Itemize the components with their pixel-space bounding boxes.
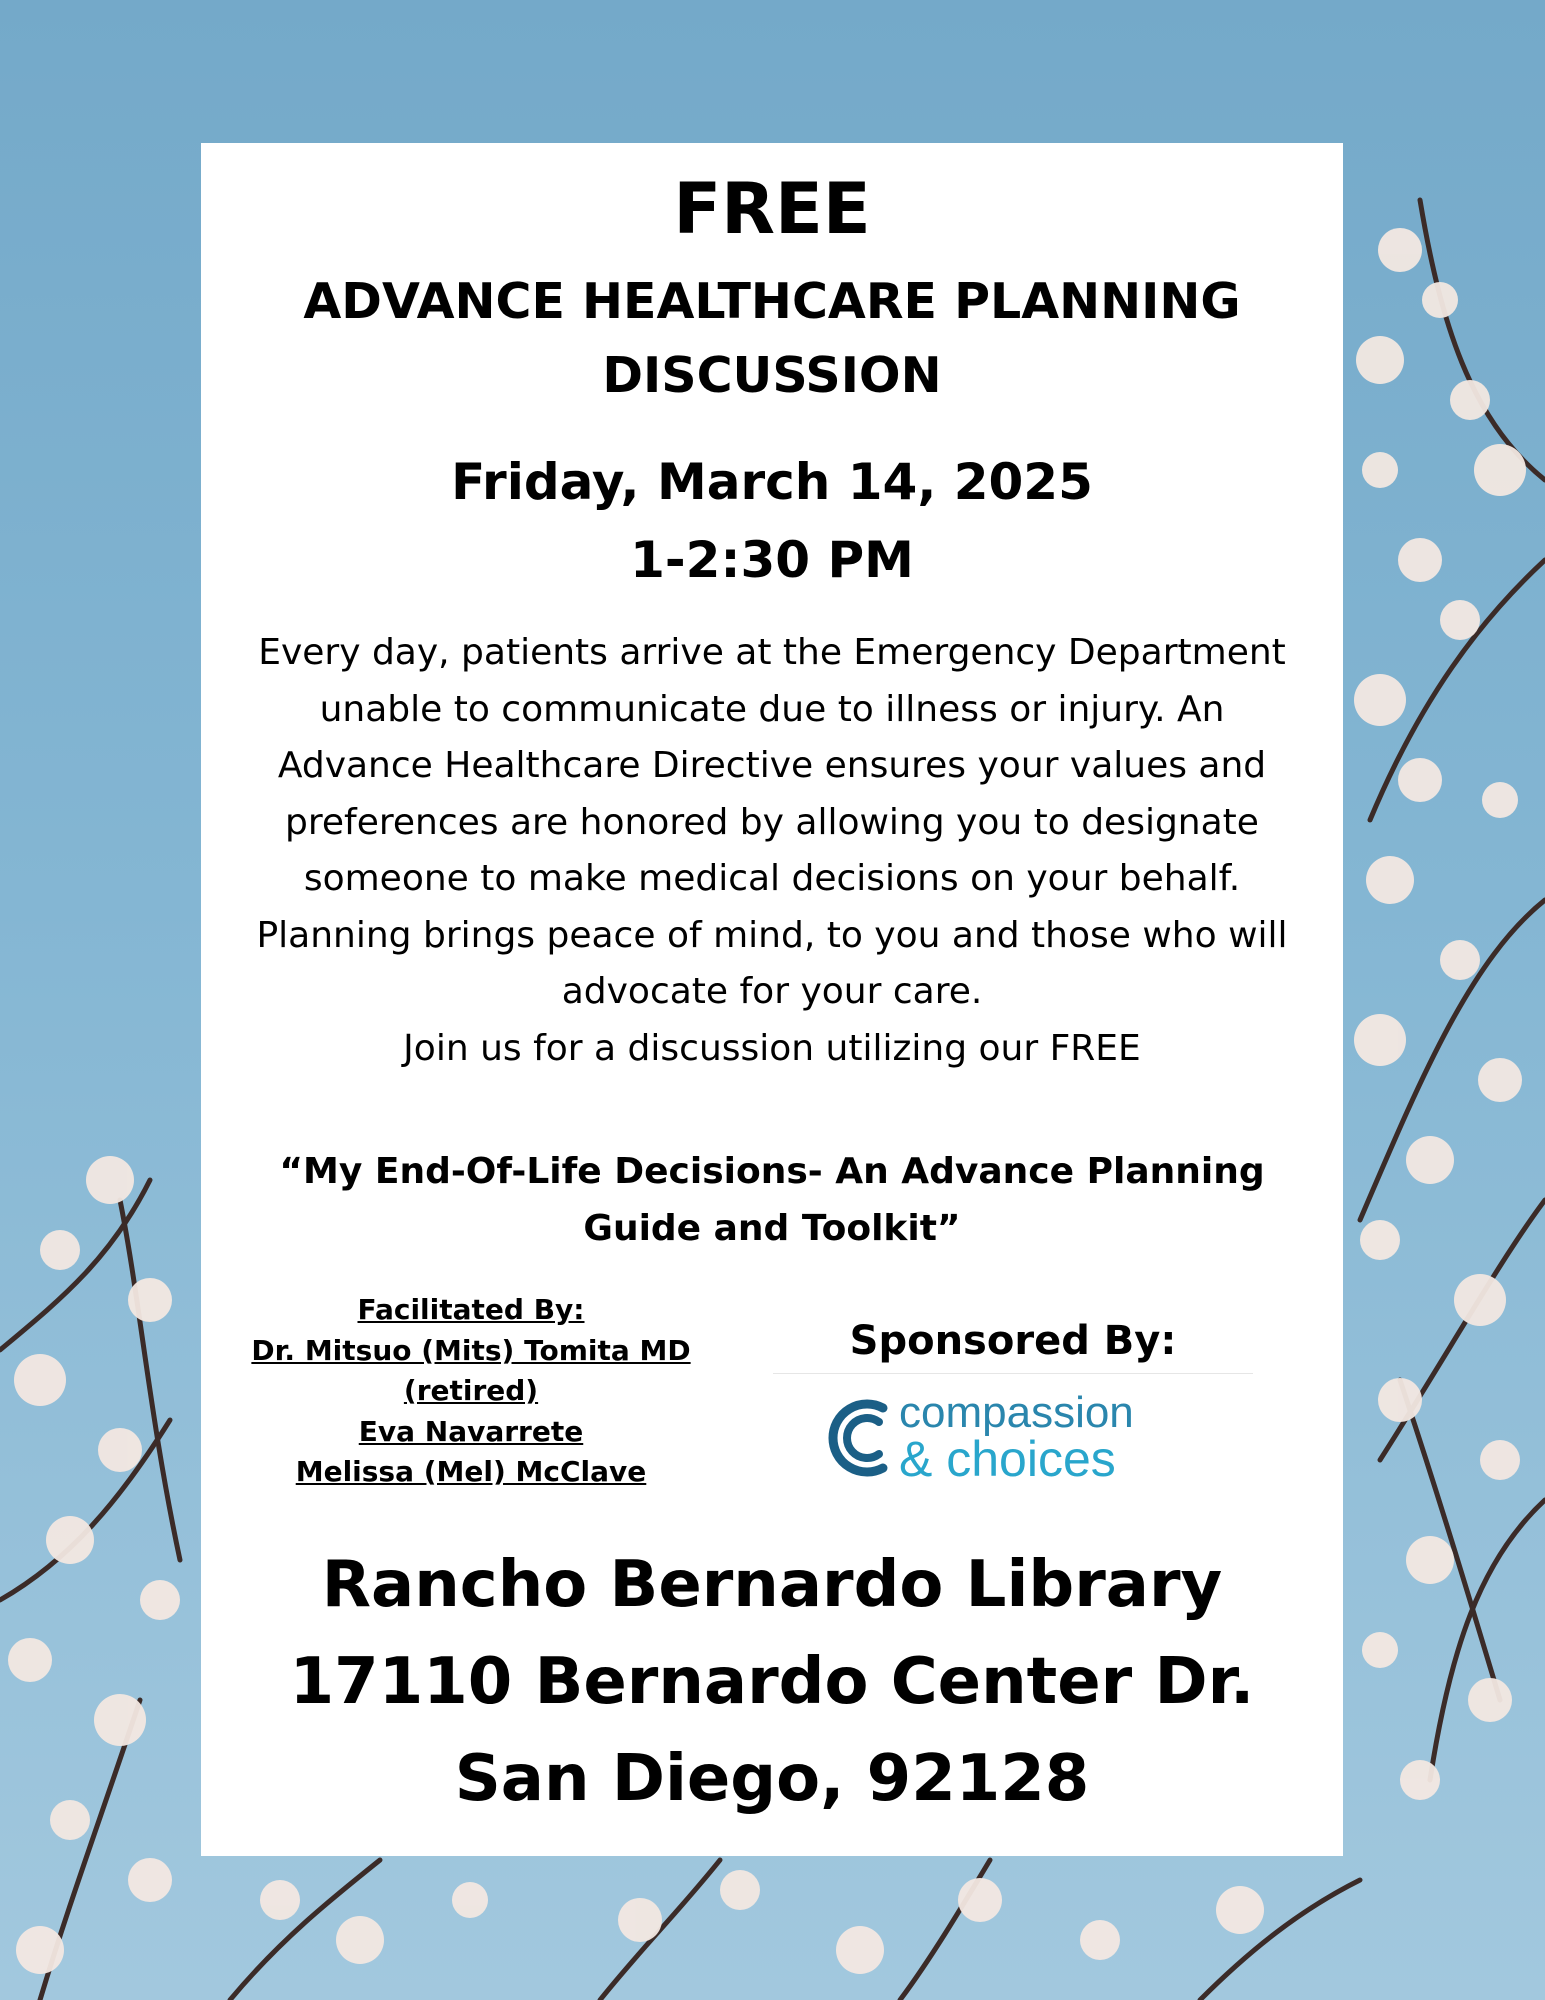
flyer-card [201,143,1343,1856]
sponsor-heading: Sponsored By: [773,1313,1253,1374]
venue-street: 17110 Bernardo Center Dr. [289,1645,1255,1719]
description-paragraph: Every day, patients arrive at the Emergency Department unable to communicate due to illness or injury. An Advance Healthcare Directive ensures your values and preferences are honored by allowing you to designate someone to make medical decisions on your behalf. Planning brings peace of mind, to you and those who will advocate for your care. [256,632,1288,1012]
venue-block [201,1537,1343,1828]
sponsor-logo [773,1384,1253,1494]
free-heading: FREE [673,168,871,250]
compassion-choices-logo-icon [821,1396,895,1480]
facilitators-block [241,1290,701,1493]
sponsor-block [773,1313,1253,1494]
logo-line1: compassion [899,1388,1134,1437]
logo-line2: & choices [899,1431,1116,1487]
event-datetime [201,443,1343,599]
venue-name: Rancho Bernardo Library [321,1548,1223,1622]
facilitators-heading: Facilitated By: [357,1293,585,1326]
sponsor-logo-text [899,1388,1134,1487]
venue-city: San Diego, 92128 [454,1742,1090,1816]
event-title-line2: DISCUSSION [602,347,942,404]
event-description [241,625,1303,1077]
guide-title: “My End-Of-Life Decisions- An Advance Planning Guide and Toolkit” [279,1151,1265,1249]
facilitator-name: Dr. Mitsuo (Mits) Tomita MD (retired) [251,1333,691,1407]
facilitator-name: Melissa (Mel) McClave [295,1455,647,1488]
invite-line: Join us for a discussion utilizing our FREE [403,1027,1141,1069]
event-time: 1-2:30 PM [630,531,914,589]
facilitator-name: Eva Navarrete [358,1414,584,1448]
event-date: Friday, March 14, 2025 [451,453,1093,511]
event-title [201,265,1343,413]
event-title-line1: ADVANCE HEALTHCARE PLANNING [303,273,1241,330]
